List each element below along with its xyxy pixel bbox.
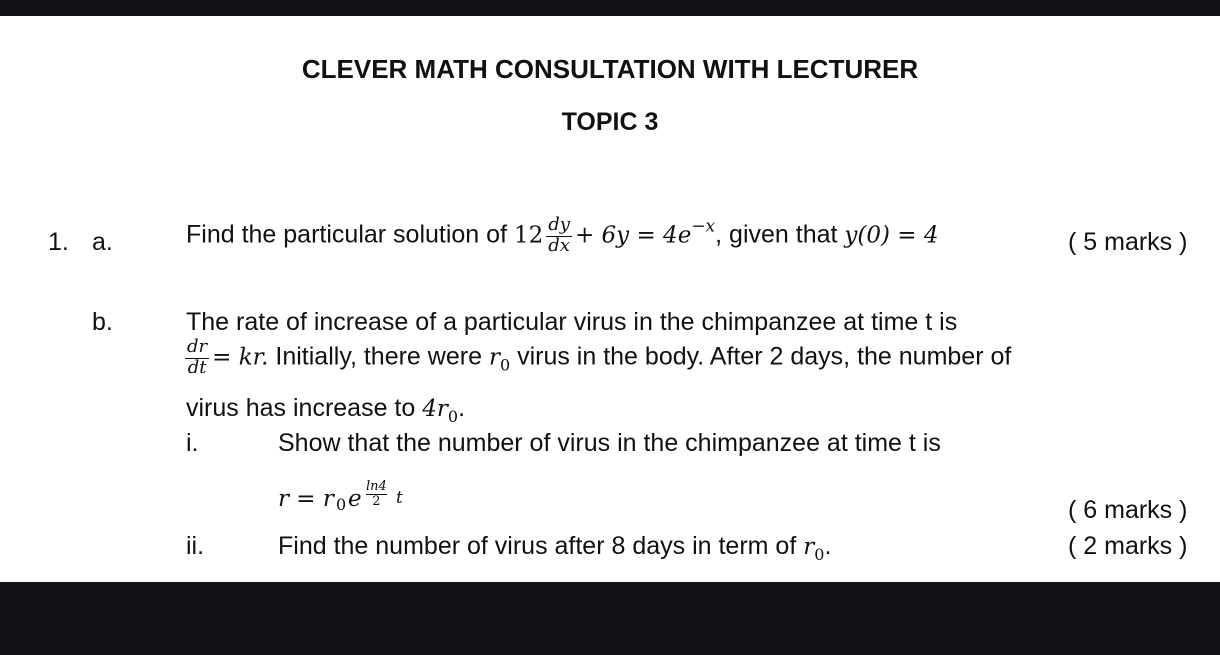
- part-a-text-mid: , given that: [715, 220, 838, 249]
- eq-coefficient: 12: [513, 222, 544, 249]
- part-a-label: a.: [92, 228, 113, 256]
- exponent-denominator: 2: [372, 493, 381, 509]
- rate-fraction: [185, 338, 209, 378]
- part-b-label: b.: [92, 308, 113, 336]
- top-dark-bar: [0, 0, 1220, 16]
- line2-text-b: virus in the body. After 2 days, the number of: [517, 342, 1012, 371]
- subpart-ii-r-subscript: 0: [814, 545, 825, 564]
- formula-subscript: 0: [336, 495, 347, 514]
- part-b-line3: [186, 394, 465, 426]
- part-a-statement: [186, 216, 939, 256]
- subpart-ii-label: ii.: [186, 532, 205, 560]
- part-b-line2: [182, 338, 1011, 378]
- part-b-line1: The rate of increase of a particular virus in the chimpanzee at time t is: [186, 308, 958, 336]
- subpart-ii-period: .: [824, 532, 832, 560]
- eq-exponent: −x: [691, 216, 716, 237]
- subpart-ii-marks: ( 2 marks ): [1068, 532, 1188, 560]
- derivative-fraction: [546, 216, 572, 256]
- line3-text: virus has increase to: [186, 394, 416, 422]
- derivative-denominator: dx: [548, 234, 570, 256]
- bottom-dark-bar: [0, 582, 1220, 655]
- part-a-text-before: Find the particular solution of: [186, 220, 508, 249]
- document-title: CLEVER MATH CONSULTATION WITH LECTURER: [301, 54, 919, 84]
- r-symbol: r: [488, 344, 500, 371]
- line3-period: .: [458, 394, 466, 422]
- subpart-ii-text: Find the number of virus after 8 days in term of: [278, 532, 797, 560]
- r-subscript: 0: [499, 355, 511, 375]
- line3-subscript: 0: [447, 407, 459, 426]
- derivative-numerator: dy: [548, 214, 570, 235]
- line3-expression: 4r: [422, 396, 448, 422]
- formula-lhs: r = r: [278, 486, 334, 512]
- subpart-i-marks: ( 6 marks ): [1068, 496, 1188, 524]
- rate-equation: = kr.: [212, 344, 269, 371]
- document-page: [0, 16, 1220, 582]
- line2-text-a: Initially, there were: [275, 342, 482, 371]
- subpart-ii-statement: [278, 532, 831, 564]
- formula-base-e: e: [348, 486, 362, 512]
- topic-heading: TOPIC 3: [561, 108, 659, 136]
- eq-middle: + 6y = 4e: [574, 222, 692, 249]
- rate-numerator: dr: [187, 336, 208, 357]
- subpart-i-text: Show that the number of virus in the chimpanzee at time t is: [278, 429, 941, 457]
- question-number: 1.: [48, 228, 69, 256]
- subpart-i-label: i.: [186, 429, 199, 457]
- exponent-numerator: ln4: [366, 479, 387, 494]
- exponent-t: t: [396, 488, 403, 508]
- exponent-fraction: [366, 480, 387, 508]
- initial-condition: y(0) = 4: [844, 222, 939, 249]
- part-a-marks: ( 5 marks ): [1068, 228, 1188, 256]
- subpart-ii-r: r: [803, 534, 815, 560]
- rate-denominator: dt: [187, 356, 207, 378]
